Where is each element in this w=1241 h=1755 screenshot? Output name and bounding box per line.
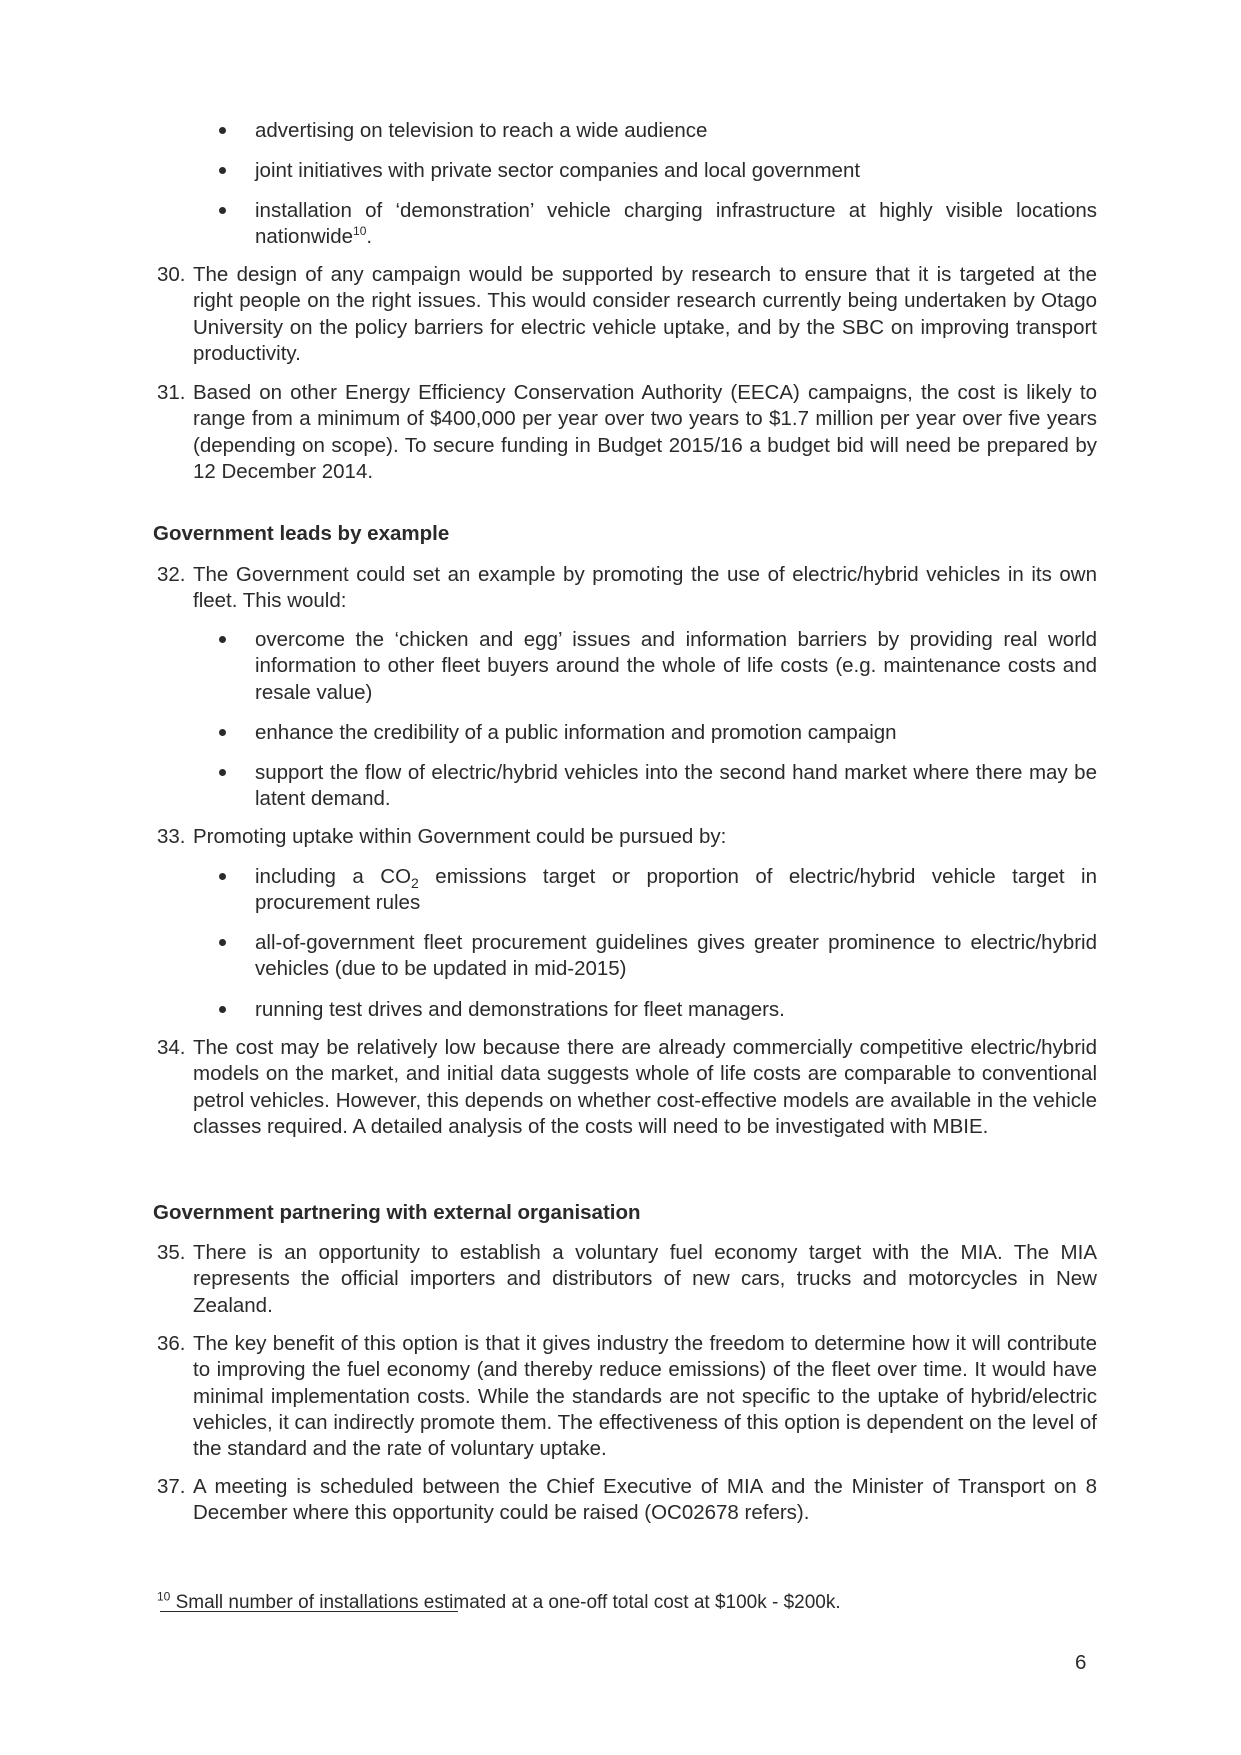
paragraph-31 [157, 380, 1097, 485]
subscript: 2 [411, 875, 419, 892]
paragraph-number: 37. [157, 1475, 186, 1498]
bullet-dot [219, 636, 226, 643]
bullet-dot [219, 939, 226, 946]
bullet-item [255, 627, 1097, 706]
page-number: 6 [1075, 1651, 1087, 1674]
bullet-dot [219, 873, 226, 880]
section-heading: Government partnering with external organisation [153, 1201, 641, 1224]
bullet-text: overcome the ‘chicken and egg’ issues and information barriers by providing real world information to other fleet buyers around the whole of life costs (e.g. maintenance costs and resale value) [255, 628, 1097, 704]
bullet-text: all-of-government fleet procurement guidelines gives greater prominence to electric/hybrid vehicles (due to be updated in mid-2015) [255, 931, 1097, 981]
bullet-item [255, 760, 1097, 813]
footnote-number: 10 [157, 1589, 171, 1604]
paragraph-text: Based on other Energy Efficiency Conservation Authority (EECA) campaigns, the cost is likely to range from a minimum of $400,000 per year over two years to $1.7 million per year over five years (depending on scope). To secure funding in Budget 2015/16 a budget bid will need be prepared by 12 December 2014. [193, 381, 1097, 483]
footnote [157, 1590, 841, 1616]
paragraph-32 [157, 562, 1097, 615]
paragraph-30 [157, 262, 1097, 367]
footnote-ref: 10 [353, 224, 367, 239]
paragraph-text: The Government could set an example by promoting the use of electric/hybrid vehicles in its own fleet. This would: [193, 563, 1097, 613]
bullet-item [255, 864, 1097, 917]
paragraph-36 [157, 1331, 1097, 1462]
paragraph-number: 30. [157, 263, 186, 286]
bullet-dot [219, 207, 226, 214]
bullet-item [255, 720, 1097, 746]
bullet-dot [219, 1006, 226, 1013]
paragraph-text: The cost may be relatively low because there are already commercially competitive electric/hybrid models on the market, and initial data suggests whole of life costs are comparable to conventional petrol vehicles. However, this depends on whether cost-effective models are available in the vehicle classes required. A detailed analysis of the costs will need to be investigated with MBIE. [193, 1036, 1097, 1138]
paragraph-34 [157, 1035, 1097, 1140]
paragraph-number: 33. [157, 825, 186, 848]
bullet-dot [219, 127, 226, 134]
paragraph-text: Promoting uptake within Government could be pursued by: [193, 825, 727, 848]
footnote-text: Small number of installations estimated at a one-off total cost at $100k - $200k. [170, 1592, 841, 1613]
bullet-dot [219, 769, 226, 776]
paragraph-text: There is an opportunity to establish a voluntary fuel economy target with the MIA. The MIA represents the official importers and distributors of new cars, trucks and motorcycles in New Zealand. [193, 1241, 1097, 1317]
paragraph-37 [157, 1474, 1097, 1527]
paragraph-number: 31. [157, 381, 186, 404]
section-heading: Government leads by example [153, 522, 450, 545]
bullet-item [255, 930, 1097, 983]
paragraph-number: 36. [157, 1332, 186, 1355]
bullet-item [255, 118, 1097, 144]
bullet-text: joint initiatives with private sector companies and local government [255, 159, 861, 182]
paragraph-number: 32. [157, 563, 186, 586]
bullet-dot [219, 729, 226, 736]
paragraph-text: The key benefit of this option is that it gives industry the freedom to determine how it will contribute to improving the fuel economy (and thereby reduce emissions) of the fleet over time. It would have minimal implementation costs. While the standards are not specific to the uptake of hybrid/electric vehicles, it can indirectly promote them. The effectiveness of this option is dependent on the level of the standard and the rate of voluntary uptake. [193, 1332, 1097, 1461]
bullet-text-end: . [366, 225, 373, 249]
paragraph-text: The design of any campaign would be supported by research to ensure that it is targeted at the right people on the right issues. This would consider research currently being undertaken by Otago University on the policy barriers for electric vehicle uptake, and by the SBC on improving transport productivity. [193, 263, 1097, 365]
paragraph-35 [157, 1240, 1097, 1319]
paragraph-number: 35. [157, 1241, 186, 1264]
bullet-item [255, 158, 1097, 184]
bullet-dot [219, 167, 226, 174]
bullet-text: running test drives and demonstrations for fleet managers. [255, 998, 785, 1021]
bullet-text-rest: emissions target or proportion of electric/hybrid vehicle target in procurement rules [255, 865, 1097, 915]
bullet-item [255, 997, 1097, 1023]
bullet-text: enhance the credibility of a public information and promotion campaign [255, 721, 897, 744]
bullet-text: including a CO [255, 865, 412, 888]
paragraph-number: 34. [157, 1036, 186, 1059]
bullet-text: support the flow of electric/hybrid vehicles into the second hand market where there may be latent demand. [255, 761, 1097, 811]
bullet-text: advertising on television to reach a wide audience [255, 119, 708, 142]
paragraph-text: A meeting is scheduled between the Chief Executive of MIA and the Minister of Transport on 8 December where this opportunity could be raised (OC02678 refers). [193, 1475, 1097, 1525]
bullet-text: installation of ‘demonstration’ vehicle charging infrastructure at highly visible locations nationwide [255, 199, 1097, 249]
bullet-item [255, 198, 1097, 251]
paragraph-33 [157, 824, 1097, 850]
